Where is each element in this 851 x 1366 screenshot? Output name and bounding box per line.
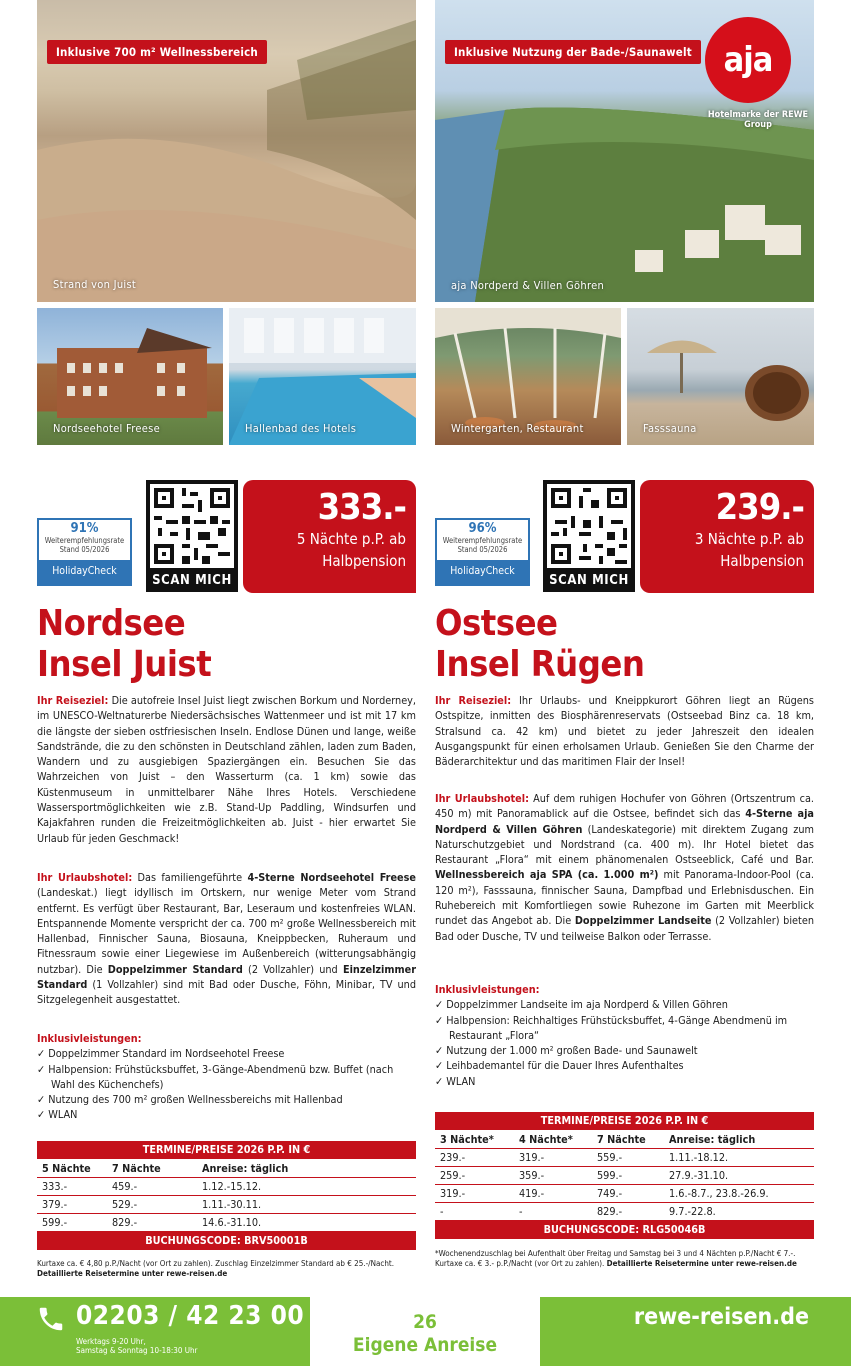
scan-label: SCAN MICH [152, 573, 232, 588]
aja-ring-text: Hotelmarke der REWE Group [707, 110, 809, 130]
incl-item: ✓ WLAN [37, 1108, 78, 1122]
cell: - [436, 1203, 515, 1221]
cell: 359.- [515, 1167, 593, 1185]
cell: 529.- [108, 1196, 198, 1214]
photo-aja-goehren [435, 0, 814, 302]
hotel-text: (1 Vollzahler) sind mit Bad oder Dusche, Föhn, Minibar, TV und Sitzgelegenheit ausgestattet. [37, 978, 416, 1007]
photo-caption: aja Nordperd & Villen Göhren [451, 279, 605, 292]
incl-item: ✓ Doppelzimmer Standard im Nordseehotel Freese [37, 1047, 285, 1061]
phone-number[interactable]: 02203 / 42 23 00 [76, 1301, 305, 1331]
incl-label: Inklusivleistungen: [37, 1032, 142, 1045]
booking-code: BUCHUNGSCODE: BRV50001B [37, 1232, 416, 1250]
cell: 1.6.-8.7., 23.8.-26.9. [665, 1185, 814, 1203]
hours-weekday: Werktags 9-20 Uhr, [76, 1337, 146, 1346]
price-board: Halbpension [322, 552, 406, 570]
note-link[interactable]: Detaillierte Reisetermine unter rewe-reisen.de [606, 1258, 797, 1268]
col-header: Anreise: täglich [665, 1131, 814, 1149]
incl-item: ✓ Halbpension: Reichhaltiges Frühstücksbuffet, 4-Gänge Abendmenü im Restaurant „Flora“ [435, 1013, 788, 1042]
cell: 749.- [593, 1185, 665, 1203]
col-header: 3 Nächte* [436, 1131, 515, 1149]
room-type: Doppelzimmer Standard [107, 962, 243, 976]
page-number: 26 [413, 1311, 437, 1333]
hotel-text: Das familiengeführte [137, 871, 243, 884]
inclusive-services [37, 1031, 416, 1123]
cell: 1.11.-30.11. [198, 1196, 416, 1214]
scan-label: SCAN MICH [549, 573, 629, 588]
table-title: TERMINE/PREISE 2026 P.P. IN € [37, 1141, 416, 1159]
arrival-type: Eigene Anreise [352, 1334, 498, 1356]
recommend-label: Weiterempfehlungsrate [44, 536, 125, 545]
holidaycheck-badge [37, 518, 132, 586]
incl-item: ✓ Nutzung der 1.000 m² großen Bade- und Saunawelt [435, 1044, 698, 1058]
hotel-text: mit Panorama-Indoor-Pool (ca. 120 m²), Fasssauna, finnischer Sauna, Dampfbad und Erlebnisduschen. Ein Ruhebereich mit Komfortliegen sowie Ruhezone im Garten mit Meerblick rundet das Angebot ab. Die [435, 868, 814, 928]
reiseziel-text: Die autofreie Insel Juist liegt zwischen Borkum und Norderney, im UNESCO-Weltnaturerbe Niedersächsisches Wattenmeer und ist mit 17 km die längste der sieben ostfriesischen Inseln. Endlose Dünen und lange, weiße Sandstrände, die zu den schönsten in Deutschland zählen, laden zum Baden, Wandern und zu ausgiebigen Spaziergängen ein. Besuchen Sie das Wahrzeichen von Juist – den Wasserturm (ca. 1 km) sowie das Küstenmuseum in unmittelbarer Nähe Ihres Hotels. Verschiedene Wassersportmöglichkeiten wie z.B. Stand-Up Paddling, Windsurfen und Kajakfahren runden die Freizeitmöglichkeiten ab. Juist - hier erwartet Sie Urlaub für jeden Geschmack! [37, 694, 416, 845]
inclusive-services [435, 982, 814, 1089]
cell: 829.- [593, 1203, 665, 1221]
recommend-label: Weiterempfehlungsrate [442, 536, 523, 545]
reiseziel-label: Ihr Reiseziel: [37, 694, 109, 707]
spa-info: Wellnessbereich aja SPA (ca. 1.000 m²) [435, 868, 659, 882]
cell: 559.- [593, 1149, 665, 1167]
photo-nordseehotel-freese [37, 308, 223, 445]
room-type: Doppelzimmer Landseite [574, 914, 712, 928]
destination-description [37, 693, 416, 846]
recommend-percent: 96% [468, 521, 497, 536]
footer-website-bar [540, 1297, 851, 1366]
hotel-description [37, 870, 416, 1008]
note-link[interactable]: Detaillierte Reisetermine unter rewe-reisen.de [37, 1268, 228, 1278]
cell: 319.- [515, 1149, 593, 1167]
hotel-description [435, 791, 814, 944]
cell: 9.7.-22.8. [665, 1203, 814, 1221]
table-row [436, 1203, 814, 1221]
photo-caption: Hallenbad des Hotels [245, 422, 357, 435]
hotel-label: Ihr Urlaubshotel: [435, 792, 529, 805]
incl-item: ✓ Doppelzimmer Landseite im aja Nordperd & Villen Göhren [435, 998, 728, 1012]
table-row [38, 1214, 416, 1232]
destination-description [435, 693, 814, 769]
holidaycheck-logo: HolidayCheck [437, 560, 528, 584]
price-value: 333.- [317, 487, 406, 528]
table-row [38, 1196, 416, 1214]
hotel-text: (Landeskat.) liegt idyllisch im Ortskern, nur wenige Meter vom Strand entfernt. Es verfügt über Restaurant, Bar, Leseraum und kostenfreies WLAN. Entspannende Momente verspricht der ca. 700 m² große Wellnessbereich mit Hallenbad, Finnischer Sauna, Biosauna, Kneippbecken, Ruheraum und Fitnessraum sowie einer Liegewiese im Außenbereich (witterungsabhängig nutzbar). Die [37, 886, 416, 976]
incl-item: ✓ Nutzung des 700 m² großen Wellnessbereichs mit Hallenbad [37, 1093, 343, 1107]
hotel-name: 4-Sterne aja Nordperd & Villen Göhren [435, 807, 814, 836]
hotel-name: 4-Sterne Nordseehotel Freese [247, 871, 416, 884]
photo-wintergarten [435, 308, 621, 445]
table-title: TERMINE/PREISE 2026 P.P. IN € [435, 1112, 814, 1130]
table-row [436, 1149, 814, 1167]
qr-pattern [547, 484, 631, 568]
reiseziel-text: Ihr Urlaubs- und Kneippkurort Göhren liegt an Rügens Ostspitze, inmitten des Biosphärenreservats (Ostseebad Binz ca. 18 km, Stralsund ca. 42 km) und bietet zu jeder Jahreszeit den idealen Ausgangspunkt für einen erholsamen Urlaub. Genießen Sie den Charme der Bäderarchitektur und das maritimen Flair der Insel! [435, 694, 814, 769]
table-row [436, 1167, 814, 1185]
photo-caption: Fasssauna [643, 422, 697, 435]
col-header: Anreise: täglich [198, 1160, 416, 1178]
hotel-text: (Landeskategorie) mit direktem Zugang zum Naturschutzgebiet und Nordstrand (ca. 400 m). Ihr Hotel bietet das Restaurant „Flora“ mit einem phänomenalen Ostseeblick, Café und Bar. [435, 822, 815, 867]
cell: 599.- [38, 1214, 108, 1232]
price-nights: 5 Nächte p.P. ab [296, 530, 406, 548]
cell: - [515, 1203, 593, 1221]
phone-icon [36, 1304, 66, 1334]
photo-strand-juist [37, 0, 416, 302]
region-title: Nordsee [37, 603, 186, 644]
footnote [37, 1259, 416, 1278]
note-text: Kurtaxe ca. € 4,80 p.P./Nacht (vor Ort zu zahlen). Zuschlag Einzelzimmer Standard ab € 25.-/Nacht. [37, 1259, 395, 1268]
photo-caption: Strand von Juist [53, 278, 137, 291]
saunawelt-badge: Inklusive Nutzung der Bade-/Saunawelt [445, 40, 701, 64]
footer-page-info [310, 1297, 540, 1366]
hotel-text: (2 Vollzahler) und [248, 962, 338, 976]
price-nights: 3 Nächte p.P. ab [694, 530, 804, 548]
website-link[interactable]: rewe-reisen.de [633, 1304, 809, 1330]
col-header: 5 Nächte [38, 1160, 108, 1178]
col-header: 4 Nächte* [515, 1131, 593, 1149]
price-box [640, 480, 814, 593]
price-value: 239.- [715, 487, 804, 528]
booking-code: BUCHUNGSCODE: RLG50046B [435, 1221, 814, 1239]
photo-hallenbad [229, 308, 416, 445]
photo-fasssauna [627, 308, 814, 445]
holidaycheck-badge [435, 518, 530, 586]
price-table [435, 1112, 814, 1239]
table-row [436, 1185, 814, 1203]
price-box [243, 480, 416, 593]
wellness-badge: Inklusive 700 m² Wellnessbereich [47, 40, 267, 64]
col-header: 7 Nächte [593, 1131, 665, 1149]
room-type: Einzelzimmer Standard [37, 962, 417, 992]
incl-item: ✓ Leihbademantel für die Dauer Ihres Aufenthaltes [435, 1059, 684, 1073]
cell: 319.- [436, 1185, 515, 1203]
reiseziel-label: Ihr Reiseziel: [435, 694, 512, 707]
cell: 259.- [436, 1167, 515, 1185]
qr-pattern [150, 484, 234, 568]
destination-title: Insel Juist [37, 644, 212, 685]
col-header: 7 Nächte [108, 1160, 198, 1178]
incl-item: ✓ WLAN [435, 1074, 476, 1088]
cell: 829.- [108, 1214, 198, 1232]
cell: 459.- [108, 1178, 198, 1196]
destination-title: Insel Rügen [435, 644, 645, 685]
cell: 419.- [515, 1185, 593, 1203]
table-row [38, 1178, 416, 1196]
holidaycheck-logo: HolidayCheck [39, 560, 130, 584]
cell: 333.- [38, 1178, 108, 1196]
hotel-text: Auf dem ruhigen Hochufer von Göhren (Ortszentrum ca. 450 m) mit Panoramablick auf die Ostsee, befindet sich das [435, 792, 815, 821]
photo-caption: Wintergarten, Restaurant [451, 422, 584, 435]
hotel-label: Ihr Urlaubshotel: [37, 871, 133, 884]
footer-phone-bar [0, 1297, 310, 1366]
footnote [435, 1249, 814, 1268]
price-table [37, 1141, 416, 1250]
price-board: Halbpension [720, 552, 804, 570]
qr-code[interactable] [146, 480, 238, 592]
note-text: *Wochenendzuschlag bei Aufenthalt über Freitag und Samstag bei 3 und 4 Nächten p.P./Nacht € 7.-. Kurtaxe ca. € 3.- p.P./Nacht (vor Ort zu zahlen). [435, 1249, 796, 1268]
cell: 27.9.-31.10. [665, 1167, 814, 1185]
cell: 379.- [38, 1196, 108, 1214]
qr-code[interactable] [543, 480, 635, 592]
aja-logo: aja [705, 17, 791, 103]
incl-label: Inklusivleistungen: [435, 983, 540, 996]
cell: 239.- [436, 1149, 515, 1167]
region-title: Ostsee [435, 603, 558, 644]
recommend-date: Stand 05/2026 [457, 545, 508, 554]
hours-weekend: Samstag & Sonntag 10-18:30 Uhr [76, 1346, 198, 1355]
photo-caption: Nordseehotel Freese [53, 422, 160, 435]
incl-item: ✓ Halbpension: Frühstücksbuffet, 3-Gänge-Abendmenü bzw. Buffet (nach Wahl des Küchenchefs) [37, 1062, 394, 1091]
cell: 14.6.-31.10. [198, 1214, 416, 1232]
hotel-text: (2 Vollzahler) bieten Bad oder Dusche, TV und teilweise Balkon oder Terrasse. [435, 914, 814, 943]
cell: 1.12.-15.12. [198, 1178, 416, 1196]
cell: 1.11.-18.12. [665, 1149, 814, 1167]
cell: 599.- [593, 1167, 665, 1185]
recommend-percent: 91% [70, 521, 99, 536]
recommend-date: Stand 05/2026 [59, 545, 110, 554]
